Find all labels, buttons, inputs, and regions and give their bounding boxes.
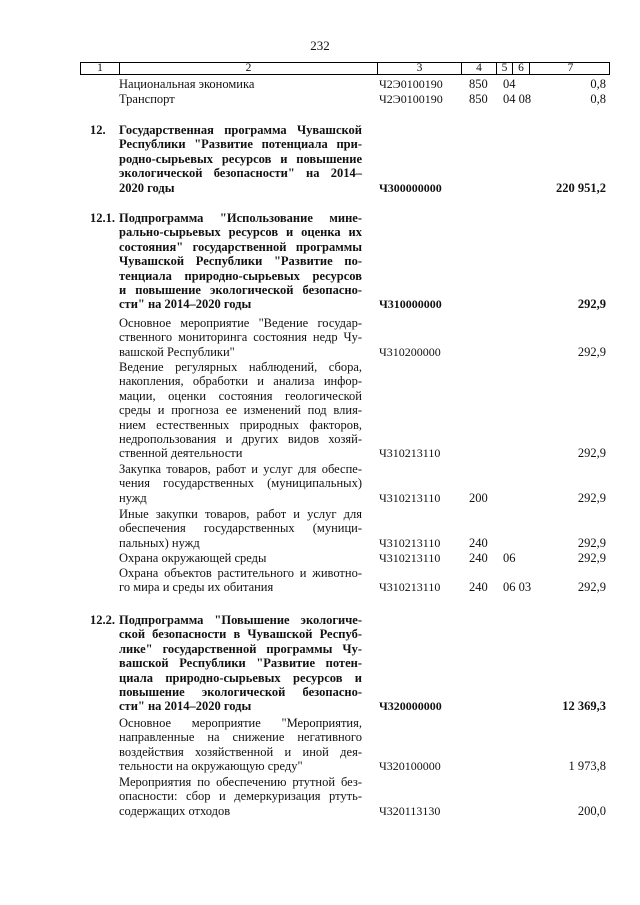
row-section: 04 08: [503, 92, 532, 106]
row-name-line: ственного мониторинга состояния недр Чу-: [119, 330, 362, 345]
row-name-line: вашской Республики "Развитие потен-: [119, 656, 362, 671]
row-name: [119, 551, 362, 565]
row-code: Ч310213110: [379, 535, 441, 550]
row-name-line: накопления, обработки и анализа инфор-: [119, 374, 362, 389]
row-number: 12.: [90, 123, 106, 137]
row-name-line: Иные закупки товаров, работ и услуг для: [119, 507, 362, 521]
row-name: [119, 316, 362, 359]
row-section: 06 03: [503, 580, 532, 595]
row-name-line: нием естественных природных факторов,: [119, 417, 362, 432]
row-name-line: Ведение регулярных наблюдений, сбора,: [119, 360, 362, 374]
row-name-line: направленные на снижение негативного: [119, 730, 362, 745]
row-amount: 220 951,2: [556, 180, 606, 195]
row-code: Ч310213110: [379, 446, 441, 461]
row-name-line: Национальная экономика: [119, 77, 255, 91]
row-amount: 292,9: [577, 446, 606, 461]
header-col-3: 3: [377, 63, 461, 74]
row-expense-type: 850: [469, 92, 488, 106]
row-name: [119, 123, 362, 195]
row-code: Ч310200000: [379, 344, 441, 359]
header-col-4: 4: [461, 63, 496, 74]
row-name-line: ственной деятельности: [119, 446, 243, 461]
row-name-line: Республики "Развитие потенциала при-: [119, 137, 362, 152]
row-name-line: Основное мероприятие "Мероприятия,: [119, 716, 362, 730]
row-name-line: Охрана объектов растительного и животно-: [119, 566, 362, 580]
row-name-line: Подпрограмма "Использование мине-: [119, 211, 362, 225]
row-name-line: Мероприятия по обеспечению ртутной без-: [119, 775, 362, 789]
row-number: 12.2.: [90, 613, 115, 627]
row-code: Ч310000000: [379, 297, 442, 312]
row-amount: 292,9: [577, 551, 606, 565]
row-name-line: среды и прогноза ее изменений под влия-: [119, 403, 362, 418]
row-amount: 200,0: [577, 803, 606, 818]
row-name: [119, 716, 362, 774]
row-name-line: мации, оценки состояния геологической: [119, 388, 362, 403]
row-name: [119, 775, 362, 818]
row-name-line: состояния" государственной программы: [119, 239, 362, 254]
row-name-line: сти" на 2014–2020 годы: [119, 699, 252, 714]
row-name: [119, 360, 362, 461]
row-name: [119, 566, 362, 595]
header-col-2: 2: [119, 63, 377, 74]
row-expense-type: 240: [469, 535, 488, 550]
row-name-line: Охрана окружающей среды: [119, 551, 267, 565]
row-number: 12.1.: [90, 211, 115, 225]
row-name-line: Чувашской Республики "Развитие по-: [119, 254, 362, 269]
row-code: Ч310213110: [379, 551, 441, 565]
header-col-7: 7: [529, 63, 611, 74]
row-name-line: Подпрограмма "Повышение экологиче-: [119, 613, 362, 627]
row-code: Ч320000000: [379, 699, 442, 714]
row-name-line: сти" на 2014–2020 годы: [119, 297, 252, 312]
row-name-line: родно-сырьевых ресурсов и повышение: [119, 151, 362, 166]
row-name-line: экологической безопасности" на 2014–: [119, 166, 362, 181]
row-name-line: рально-сырьевых ресурсов и оценка их: [119, 225, 362, 240]
row-code: Ч2Э0100190: [379, 77, 443, 91]
row-section: 04: [503, 77, 516, 91]
row-amount: 292,9: [577, 297, 606, 312]
row-name: [119, 211, 362, 312]
row-name: [119, 77, 362, 91]
row-amount: 0,8: [590, 77, 606, 91]
row-name: [119, 613, 362, 714]
row-expense-type: 850: [469, 77, 488, 91]
row-name-line: тенциала природно-сырьевых ресурсов: [119, 268, 362, 283]
row-amount: 292,9: [577, 535, 606, 550]
row-amount: 292,9: [577, 580, 606, 595]
row-name-line: чения государственных (муниципальных): [119, 476, 362, 491]
header-col-5: 5: [496, 63, 512, 74]
row-name: [119, 507, 362, 550]
row-name: [119, 92, 362, 106]
row-name: [119, 462, 362, 505]
row-amount: 292,9: [577, 490, 606, 505]
row-expense-type: 240: [469, 580, 488, 595]
row-name-line: опасности: сбор и демеркуризация ртуть-: [119, 789, 362, 804]
row-section: 06: [503, 551, 516, 565]
row-name-line: и повышение экологической безопасно-: [119, 283, 362, 298]
row-code: Ч300000000: [379, 180, 442, 195]
row-name-line: Основное мероприятие "Ведение государ-: [119, 316, 362, 330]
row-name-line: лике" государственной программы Чу-: [119, 641, 362, 656]
header-col-6: 6: [512, 63, 529, 74]
row-code: Ч320100000: [379, 759, 441, 774]
row-name-line: нужд: [119, 490, 147, 505]
row-expense-type: 240: [469, 551, 488, 565]
row-name-line: содержащих отходов: [119, 803, 231, 818]
row-name-line: Закупка товаров, работ и услуг для обеспе-: [119, 462, 362, 476]
row-name-line: пальных) нужд: [119, 535, 200, 550]
row-name-line: недропользования и других видов хозяй-: [119, 432, 362, 447]
row-name-line: воздействия хозяйственной и иной дея-: [119, 744, 362, 759]
row-amount: 292,9: [577, 344, 606, 359]
row-name-line: обеспечения государственных (муници-: [119, 521, 362, 536]
row-name-line: Транспорт: [119, 92, 175, 106]
row-name-line: тельности на окружающую среду": [119, 759, 303, 774]
row-name-line: вашской Республики": [119, 344, 235, 359]
row-amount: 12 369,3: [562, 699, 606, 714]
table-header: [80, 62, 610, 75]
row-code: Ч320113130: [379, 803, 441, 818]
row-code: Ч310213110: [379, 490, 441, 505]
row-code: Ч310213110: [379, 580, 441, 595]
row-name-line: циала природно-сырьевых ресурсов и: [119, 670, 362, 685]
row-amount: 0,8: [590, 92, 606, 106]
row-name-line: ской безопасности в Чувашской Респуб-: [119, 627, 362, 642]
page-number: 232: [310, 38, 330, 53]
row-amount: 1 973,8: [568, 759, 606, 774]
row-code: Ч2Э0100190: [379, 92, 443, 106]
row-name-line: 2020 годы: [119, 180, 175, 195]
row-name-line: го мира и среды их обитания: [119, 580, 274, 595]
row-name-line: повышение экологической безопасно-: [119, 685, 362, 700]
header-col-1: 1: [97, 62, 103, 74]
row-expense-type: 200: [469, 490, 488, 505]
row-name-line: Государственная программа Чувашской: [119, 123, 362, 137]
